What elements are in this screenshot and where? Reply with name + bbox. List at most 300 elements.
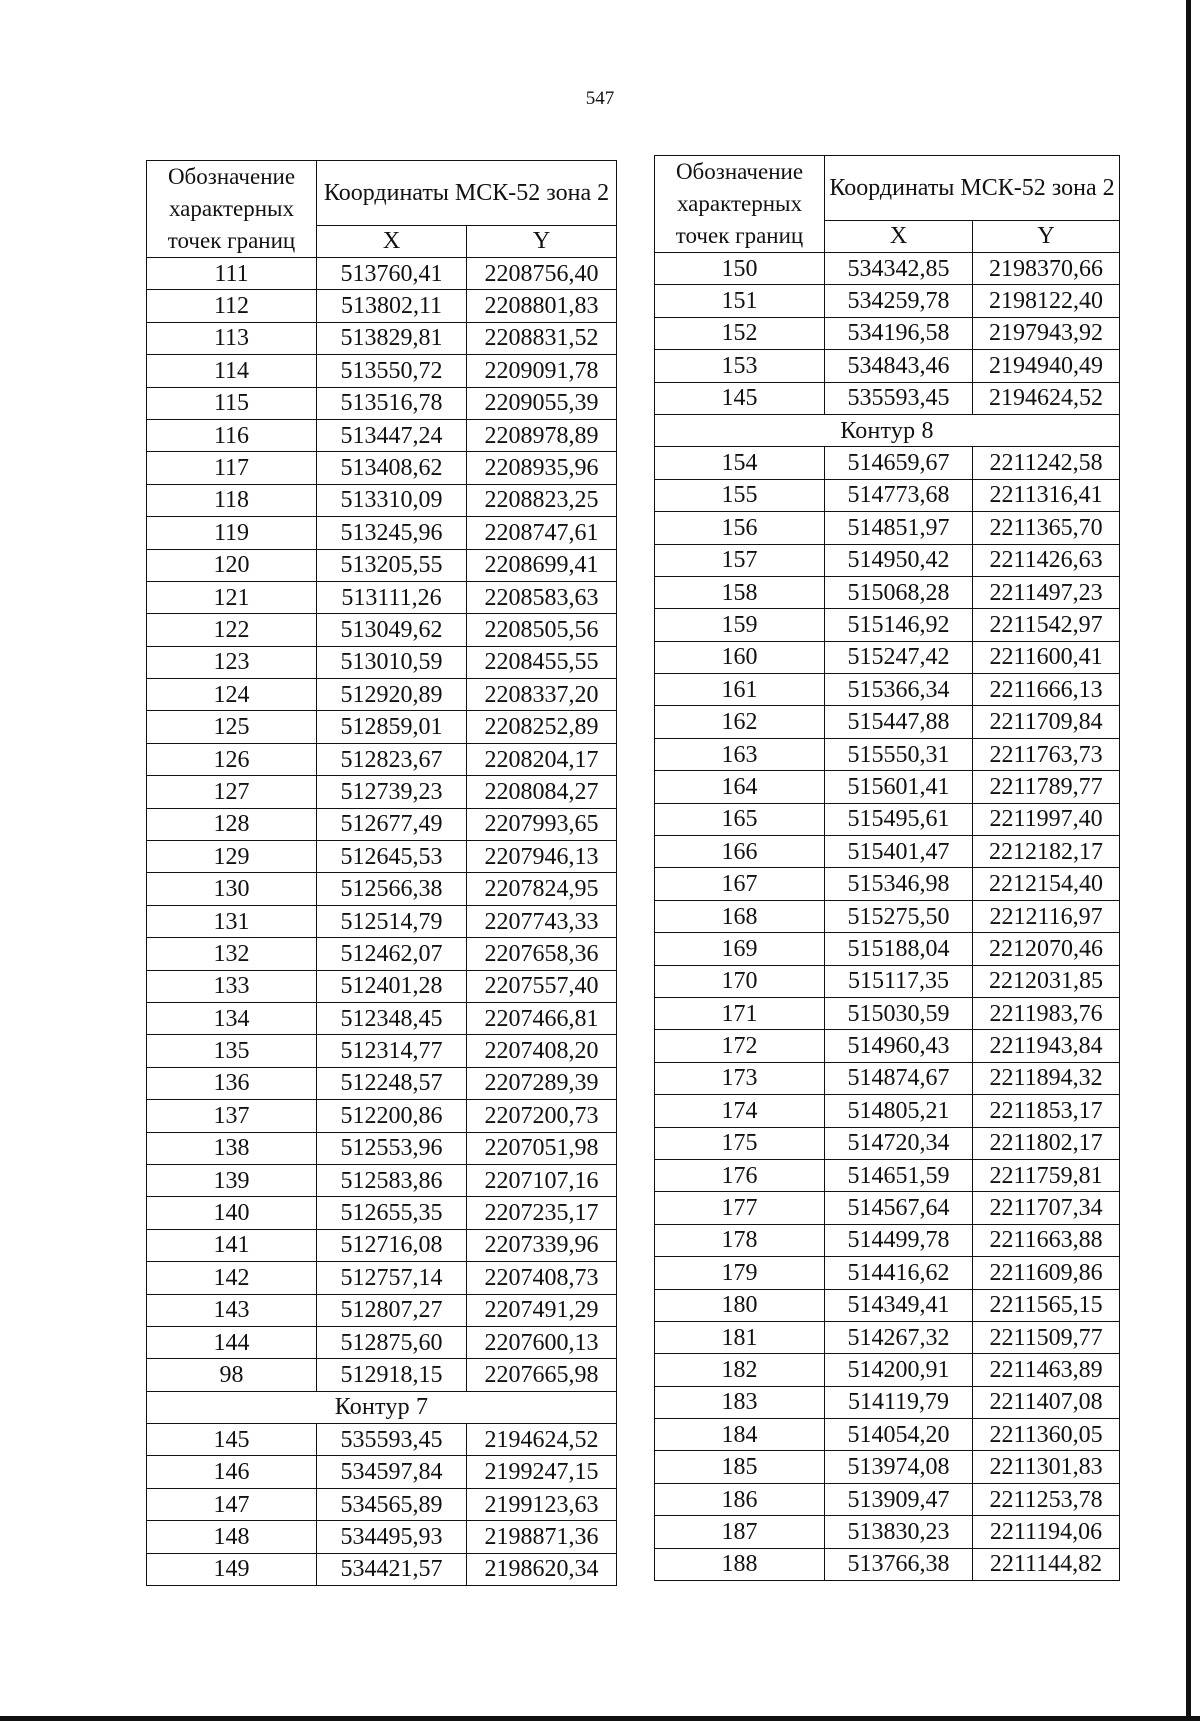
point-id-cell: 134 [147, 1002, 317, 1034]
point-id-cell: 176 [655, 1159, 825, 1191]
table-row [147, 1359, 617, 1391]
table-row [655, 1483, 1120, 1515]
point-id-cell: 145 [147, 1424, 317, 1456]
point-id-cell: 184 [655, 1419, 825, 1451]
table-row [147, 1164, 617, 1196]
point-id-cell: 186 [655, 1483, 825, 1515]
x-coordinate-cell: 513760,41 [317, 258, 467, 290]
table-row [147, 355, 617, 387]
y-coordinate-cell: 2194940,49 [973, 350, 1120, 382]
point-id-cell: 185 [655, 1451, 825, 1483]
point-id-cell: 170 [655, 965, 825, 997]
point-id-cell: 125 [147, 711, 317, 743]
x-coordinate-cell: 514416,62 [825, 1257, 973, 1289]
point-id-cell: 142 [147, 1262, 317, 1294]
table-row [147, 938, 617, 970]
point-id-cell: 138 [147, 1132, 317, 1164]
y-coordinate-cell: 2211360,05 [973, 1419, 1120, 1451]
y-coordinate-cell: 2211709,84 [973, 706, 1120, 738]
y-coordinate-cell: 2211763,73 [973, 738, 1120, 770]
table-row [147, 484, 617, 516]
x-coordinate-cell: 515447,88 [825, 706, 973, 738]
table-row [147, 1067, 617, 1099]
point-id-cell: 139 [147, 1164, 317, 1196]
table-row [655, 1451, 1120, 1483]
table-row [147, 776, 617, 808]
table-row [147, 970, 617, 1002]
y-coordinate-cell: 2211789,77 [973, 771, 1120, 803]
table-row [147, 517, 617, 549]
y-coordinate-cell: 2211194,06 [973, 1516, 1120, 1548]
table-row [147, 1424, 617, 1456]
point-id-cell: 133 [147, 970, 317, 1002]
table-row [147, 1521, 617, 1553]
table-row [147, 1100, 617, 1132]
table-row [655, 1192, 1120, 1224]
table-row [655, 317, 1120, 349]
point-id-cell: 118 [147, 484, 317, 516]
table-row [655, 544, 1120, 576]
point-id-cell: 187 [655, 1516, 825, 1548]
point-id-cell: 112 [147, 290, 317, 322]
y-coordinate-cell: 2207466,81 [467, 1002, 617, 1034]
x-coordinate-cell: 515117,35 [825, 965, 973, 997]
point-id-cell: 143 [147, 1294, 317, 1326]
point-label-header: Обозначение характерных точек границ [655, 156, 825, 253]
x-coordinate-cell: 512739,23 [317, 776, 467, 808]
y-coordinate-cell: 2209055,39 [467, 387, 617, 419]
point-id-cell: 146 [147, 1456, 317, 1488]
y-coordinate-cell: 2198370,66 [973, 253, 1120, 285]
table-row [655, 803, 1120, 835]
x-coordinate-cell: 514567,64 [825, 1192, 973, 1224]
table-row [655, 706, 1120, 738]
y-coordinate-cell: 2208823,25 [467, 484, 617, 516]
table-row [147, 905, 617, 937]
point-id-cell: 113 [147, 322, 317, 354]
coords-system-header: Координаты МСК-52 зона 2 [317, 161, 617, 226]
x-column-header: X [317, 225, 467, 257]
x-coordinate-cell: 513974,08 [825, 1451, 973, 1483]
x-coordinate-cell: 535593,45 [825, 382, 973, 414]
point-id-cell: 127 [147, 776, 317, 808]
y-coordinate-cell: 2199247,15 [467, 1456, 617, 1488]
x-coordinate-cell: 512645,53 [317, 841, 467, 873]
x-coordinate-cell: 513550,72 [317, 355, 467, 387]
y-coordinate-cell: 2207339,96 [467, 1229, 617, 1261]
table-row [147, 679, 617, 711]
x-coordinate-cell: 512514,79 [317, 905, 467, 937]
y-coordinate-cell: 2212154,40 [973, 868, 1120, 900]
table-body [147, 258, 617, 1586]
point-id-cell: 183 [655, 1386, 825, 1418]
table-row [147, 743, 617, 775]
point-id-cell: 157 [655, 544, 825, 576]
point-id-cell: 119 [147, 517, 317, 549]
x-coordinate-cell: 514950,42 [825, 544, 973, 576]
x-coordinate-cell: 512583,86 [317, 1164, 467, 1196]
y-coordinate-cell: 2208831,52 [467, 322, 617, 354]
y-coordinate-cell: 2207946,13 [467, 841, 617, 873]
point-id-cell: 168 [655, 900, 825, 932]
point-id-cell: 179 [655, 1257, 825, 1289]
x-coordinate-cell: 515247,42 [825, 641, 973, 673]
x-coordinate-cell: 513766,38 [825, 1548, 973, 1580]
y-coordinate-cell: 2211497,23 [973, 576, 1120, 608]
point-id-cell: 167 [655, 868, 825, 900]
x-coordinate-cell: 515146,92 [825, 609, 973, 641]
y-coordinate-cell: 2209091,78 [467, 355, 617, 387]
table-row [655, 933, 1120, 965]
x-coordinate-cell: 534342,85 [825, 253, 973, 285]
point-id-cell: 132 [147, 938, 317, 970]
point-id-cell: 182 [655, 1354, 825, 1386]
table-row [655, 1548, 1120, 1580]
x-coordinate-cell: 514805,21 [825, 1095, 973, 1127]
y-coordinate-cell: 2211600,41 [973, 641, 1120, 673]
y-coordinate-cell: 2199123,63 [467, 1488, 617, 1520]
x-coordinate-cell: 512401,28 [317, 970, 467, 1002]
x-coordinate-cell: 513245,96 [317, 517, 467, 549]
point-id-cell: 116 [147, 419, 317, 451]
point-id-cell: 121 [147, 581, 317, 613]
y-coordinate-cell: 2207107,16 [467, 1164, 617, 1196]
x-coordinate-cell: 515495,61 [825, 803, 973, 835]
coordinates-table-right [654, 155, 1120, 1581]
table-row [655, 609, 1120, 641]
y-coordinate-cell: 2211983,76 [973, 997, 1120, 1029]
point-label-header: Обозначение характерных точек границ [147, 161, 317, 258]
table-row [147, 1326, 617, 1358]
point-id-cell: 129 [147, 841, 317, 873]
point-id-cell: 159 [655, 609, 825, 641]
y-coordinate-cell: 2207824,95 [467, 873, 617, 905]
table-row [655, 1386, 1120, 1418]
table-row [655, 1419, 1120, 1451]
x-coordinate-cell: 515030,59 [825, 997, 973, 1029]
table-row [655, 285, 1120, 317]
table-row [147, 1262, 617, 1294]
table-row [655, 836, 1120, 868]
y-coordinate-cell: 2207491,29 [467, 1294, 617, 1326]
y-coordinate-cell: 2211242,58 [973, 447, 1120, 479]
point-id-cell: 135 [147, 1035, 317, 1067]
page-frame-bottom-border [0, 1716, 1200, 1721]
y-coordinate-cell: 2198620,34 [467, 1553, 617, 1585]
point-id-cell: 150 [655, 253, 825, 285]
y-coordinate-cell: 2211542,97 [973, 609, 1120, 641]
point-id-cell: 160 [655, 641, 825, 673]
table-row [147, 290, 617, 322]
point-id-cell: 148 [147, 1521, 317, 1553]
y-coordinate-cell: 2208583,63 [467, 581, 617, 613]
y-coordinate-cell: 2211463,89 [973, 1354, 1120, 1386]
table-row [147, 873, 617, 905]
x-coordinate-cell: 513802,11 [317, 290, 467, 322]
y-coordinate-cell: 2197943,92 [973, 317, 1120, 349]
point-id-cell: 131 [147, 905, 317, 937]
y-coordinate-cell: 2208204,17 [467, 743, 617, 775]
point-id-cell: 153 [655, 350, 825, 382]
x-coordinate-cell: 512200,86 [317, 1100, 467, 1132]
x-coordinate-cell: 512677,49 [317, 808, 467, 840]
y-coordinate-cell: 2208935,96 [467, 452, 617, 484]
y-coordinate-cell: 2194624,52 [467, 1424, 617, 1456]
table-row [147, 1132, 617, 1164]
point-id-cell: 128 [147, 808, 317, 840]
y-column-header: Y [973, 220, 1120, 252]
table-row [655, 576, 1120, 608]
table-row [655, 253, 1120, 285]
x-coordinate-cell: 512920,89 [317, 679, 467, 711]
table-row [655, 1062, 1120, 1094]
point-id-cell: 145 [655, 382, 825, 414]
x-coordinate-cell: 513829,81 [317, 322, 467, 354]
coords-system-header: Координаты МСК-52 зона 2 [825, 156, 1120, 221]
point-id-cell: 156 [655, 512, 825, 544]
y-coordinate-cell: 2207665,98 [467, 1359, 617, 1391]
point-id-cell: 147 [147, 1488, 317, 1520]
table-row [147, 322, 617, 354]
point-id-cell: 169 [655, 933, 825, 965]
y-coordinate-cell: 2211853,17 [973, 1095, 1120, 1127]
x-coordinate-cell: 514054,20 [825, 1419, 973, 1451]
point-id-cell: 165 [655, 803, 825, 835]
point-id-cell: 175 [655, 1127, 825, 1159]
table-row [655, 1289, 1120, 1321]
y-coordinate-cell: 2208252,89 [467, 711, 617, 743]
x-coordinate-cell: 514200,91 [825, 1354, 973, 1386]
y-coordinate-cell: 2211894,32 [973, 1062, 1120, 1094]
point-id-cell: 117 [147, 452, 317, 484]
point-id-cell: 174 [655, 1095, 825, 1127]
table-row [147, 1553, 617, 1585]
x-coordinate-cell: 514720,34 [825, 1127, 973, 1159]
point-id-cell: 154 [655, 447, 825, 479]
y-coordinate-cell: 2211943,84 [973, 1030, 1120, 1062]
table-row [655, 997, 1120, 1029]
x-coordinate-cell: 513205,55 [317, 549, 467, 581]
point-id-cell: 172 [655, 1030, 825, 1062]
y-coordinate-cell: 2207557,40 [467, 970, 617, 1002]
point-id-cell: 163 [655, 738, 825, 770]
table-row [147, 549, 617, 581]
x-coordinate-cell: 513516,78 [317, 387, 467, 419]
table-row [147, 1488, 617, 1520]
point-id-cell: 158 [655, 576, 825, 608]
point-id-cell: 173 [655, 1062, 825, 1094]
point-id-cell: 155 [655, 479, 825, 511]
x-coordinate-cell: 534259,78 [825, 285, 973, 317]
point-id-cell: 178 [655, 1224, 825, 1256]
x-coordinate-cell: 513310,09 [317, 484, 467, 516]
point-id-cell: 180 [655, 1289, 825, 1321]
y-coordinate-cell: 2207200,73 [467, 1100, 617, 1132]
y-coordinate-cell: 2208337,20 [467, 679, 617, 711]
table-row [655, 512, 1120, 544]
x-coordinate-cell: 512655,35 [317, 1197, 467, 1229]
point-id-cell: 140 [147, 1197, 317, 1229]
y-coordinate-cell: 2212070,46 [973, 933, 1120, 965]
coordinates-table-left [146, 160, 617, 1586]
y-coordinate-cell: 2211802,17 [973, 1127, 1120, 1159]
y-coordinate-cell: 2198871,36 [467, 1521, 617, 1553]
contour-label: Контур 7 [147, 1391, 617, 1423]
table-row [147, 1035, 617, 1067]
x-coordinate-cell: 513909,47 [825, 1483, 973, 1515]
point-id-cell: 161 [655, 674, 825, 706]
y-coordinate-cell: 2198122,40 [973, 285, 1120, 317]
table-row [147, 1002, 617, 1034]
y-coordinate-cell: 2207289,39 [467, 1067, 617, 1099]
y-coordinate-cell: 2208084,27 [467, 776, 617, 808]
y-coordinate-cell: 2211565,15 [973, 1289, 1120, 1321]
y-coordinate-cell: 2208455,55 [467, 646, 617, 678]
y-coordinate-cell: 2211301,83 [973, 1451, 1120, 1483]
table-row [655, 1030, 1120, 1062]
x-coordinate-cell: 515346,98 [825, 868, 973, 900]
table-row [655, 1159, 1120, 1191]
table-row [655, 868, 1120, 900]
y-coordinate-cell: 2207743,33 [467, 905, 617, 937]
table-row [655, 965, 1120, 997]
y-coordinate-cell: 2211707,34 [973, 1192, 1120, 1224]
table-row [655, 1257, 1120, 1289]
point-id-cell: 171 [655, 997, 825, 1029]
y-coordinate-cell: 2211407,08 [973, 1386, 1120, 1418]
point-id-cell: 149 [147, 1553, 317, 1585]
y-coordinate-cell: 2211759,81 [973, 1159, 1120, 1191]
x-coordinate-cell: 512807,27 [317, 1294, 467, 1326]
table-row [147, 452, 617, 484]
x-coordinate-cell: 534421,57 [317, 1553, 467, 1585]
x-coordinate-cell: 535593,45 [317, 1424, 467, 1456]
table-row [655, 1224, 1120, 1256]
x-coordinate-cell: 512859,01 [317, 711, 467, 743]
y-coordinate-cell: 2207993,65 [467, 808, 617, 840]
x-coordinate-cell: 534495,93 [317, 1521, 467, 1553]
table-row [655, 382, 1120, 414]
x-coordinate-cell: 514349,41 [825, 1289, 973, 1321]
y-coordinate-cell: 2211253,78 [973, 1483, 1120, 1515]
point-id-cell: 126 [147, 743, 317, 775]
x-coordinate-cell: 515275,50 [825, 900, 973, 932]
x-coordinate-cell: 534597,84 [317, 1456, 467, 1488]
point-id-cell: 111 [147, 258, 317, 290]
table-row [147, 711, 617, 743]
table-row [655, 350, 1120, 382]
point-id-cell: 141 [147, 1229, 317, 1261]
point-id-cell: 151 [655, 285, 825, 317]
x-coordinate-cell: 515401,47 [825, 836, 973, 868]
y-coordinate-cell: 2211365,70 [973, 512, 1120, 544]
y-coordinate-cell: 2207051,98 [467, 1132, 617, 1164]
x-coordinate-cell: 514119,79 [825, 1386, 973, 1418]
contour-label: Контур 8 [655, 414, 1120, 446]
y-coordinate-cell: 2208747,61 [467, 517, 617, 549]
contour-section-row [655, 414, 1120, 446]
table-row [147, 419, 617, 451]
x-coordinate-cell: 515068,28 [825, 576, 973, 608]
point-id-cell: 188 [655, 1548, 825, 1580]
table-row [147, 1294, 617, 1326]
x-column-header: X [825, 220, 973, 252]
y-coordinate-cell: 2207408,73 [467, 1262, 617, 1294]
table-row [655, 479, 1120, 511]
x-coordinate-cell: 512757,14 [317, 1262, 467, 1294]
y-coordinate-cell: 2194624,52 [973, 382, 1120, 414]
y-coordinate-cell: 2211666,13 [973, 674, 1120, 706]
table-row [655, 1127, 1120, 1159]
table-row [147, 808, 617, 840]
point-id-cell: 152 [655, 317, 825, 349]
x-coordinate-cell: 513408,62 [317, 452, 467, 484]
point-id-cell: 130 [147, 873, 317, 905]
x-coordinate-cell: 512314,77 [317, 1035, 467, 1067]
point-id-cell: 136 [147, 1067, 317, 1099]
table-row [147, 841, 617, 873]
point-id-cell: 114 [147, 355, 317, 387]
x-coordinate-cell: 515550,31 [825, 738, 973, 770]
x-coordinate-cell: 515601,41 [825, 771, 973, 803]
y-coordinate-cell: 2211997,40 [973, 803, 1120, 835]
point-id-cell: 162 [655, 706, 825, 738]
point-id-cell: 166 [655, 836, 825, 868]
y-coordinate-cell: 2207235,17 [467, 1197, 617, 1229]
table-row [147, 1197, 617, 1229]
x-coordinate-cell: 512823,67 [317, 743, 467, 775]
point-id-cell: 144 [147, 1326, 317, 1358]
table-row [147, 1456, 617, 1488]
y-coordinate-cell: 2208801,83 [467, 290, 617, 322]
point-id-cell: 98 [147, 1359, 317, 1391]
y-coordinate-cell: 2212182,17 [973, 836, 1120, 868]
y-coordinate-cell: 2211144,82 [973, 1548, 1120, 1580]
y-coordinate-cell: 2208978,89 [467, 419, 617, 451]
x-coordinate-cell: 513447,24 [317, 419, 467, 451]
x-coordinate-cell: 514874,67 [825, 1062, 973, 1094]
contour-section-row [147, 1391, 617, 1423]
x-coordinate-cell: 512918,15 [317, 1359, 467, 1391]
point-id-cell: 122 [147, 614, 317, 646]
point-id-cell: 123 [147, 646, 317, 678]
point-id-cell: 115 [147, 387, 317, 419]
x-coordinate-cell: 512348,45 [317, 1002, 467, 1034]
page-number: 547 [585, 88, 615, 109]
x-coordinate-cell: 534196,58 [825, 317, 973, 349]
table-row [147, 646, 617, 678]
page-frame-right-border [1186, 0, 1191, 1721]
table-row [147, 258, 617, 290]
y-coordinate-cell: 2211663,88 [973, 1224, 1120, 1256]
table-row [147, 387, 617, 419]
x-coordinate-cell: 514499,78 [825, 1224, 973, 1256]
table-body [655, 253, 1120, 1581]
x-coordinate-cell: 512566,38 [317, 873, 467, 905]
x-coordinate-cell: 513049,62 [317, 614, 467, 646]
x-coordinate-cell: 514773,68 [825, 479, 973, 511]
table-row [147, 614, 617, 646]
y-coordinate-cell: 2208505,56 [467, 614, 617, 646]
x-coordinate-cell: 512716,08 [317, 1229, 467, 1261]
point-id-cell: 177 [655, 1192, 825, 1224]
x-coordinate-cell: 513830,23 [825, 1516, 973, 1548]
x-coordinate-cell: 513111,26 [317, 581, 467, 613]
point-id-cell: 124 [147, 679, 317, 711]
y-coordinate-cell: 2211316,41 [973, 479, 1120, 511]
point-id-cell: 164 [655, 771, 825, 803]
table-row [655, 674, 1120, 706]
